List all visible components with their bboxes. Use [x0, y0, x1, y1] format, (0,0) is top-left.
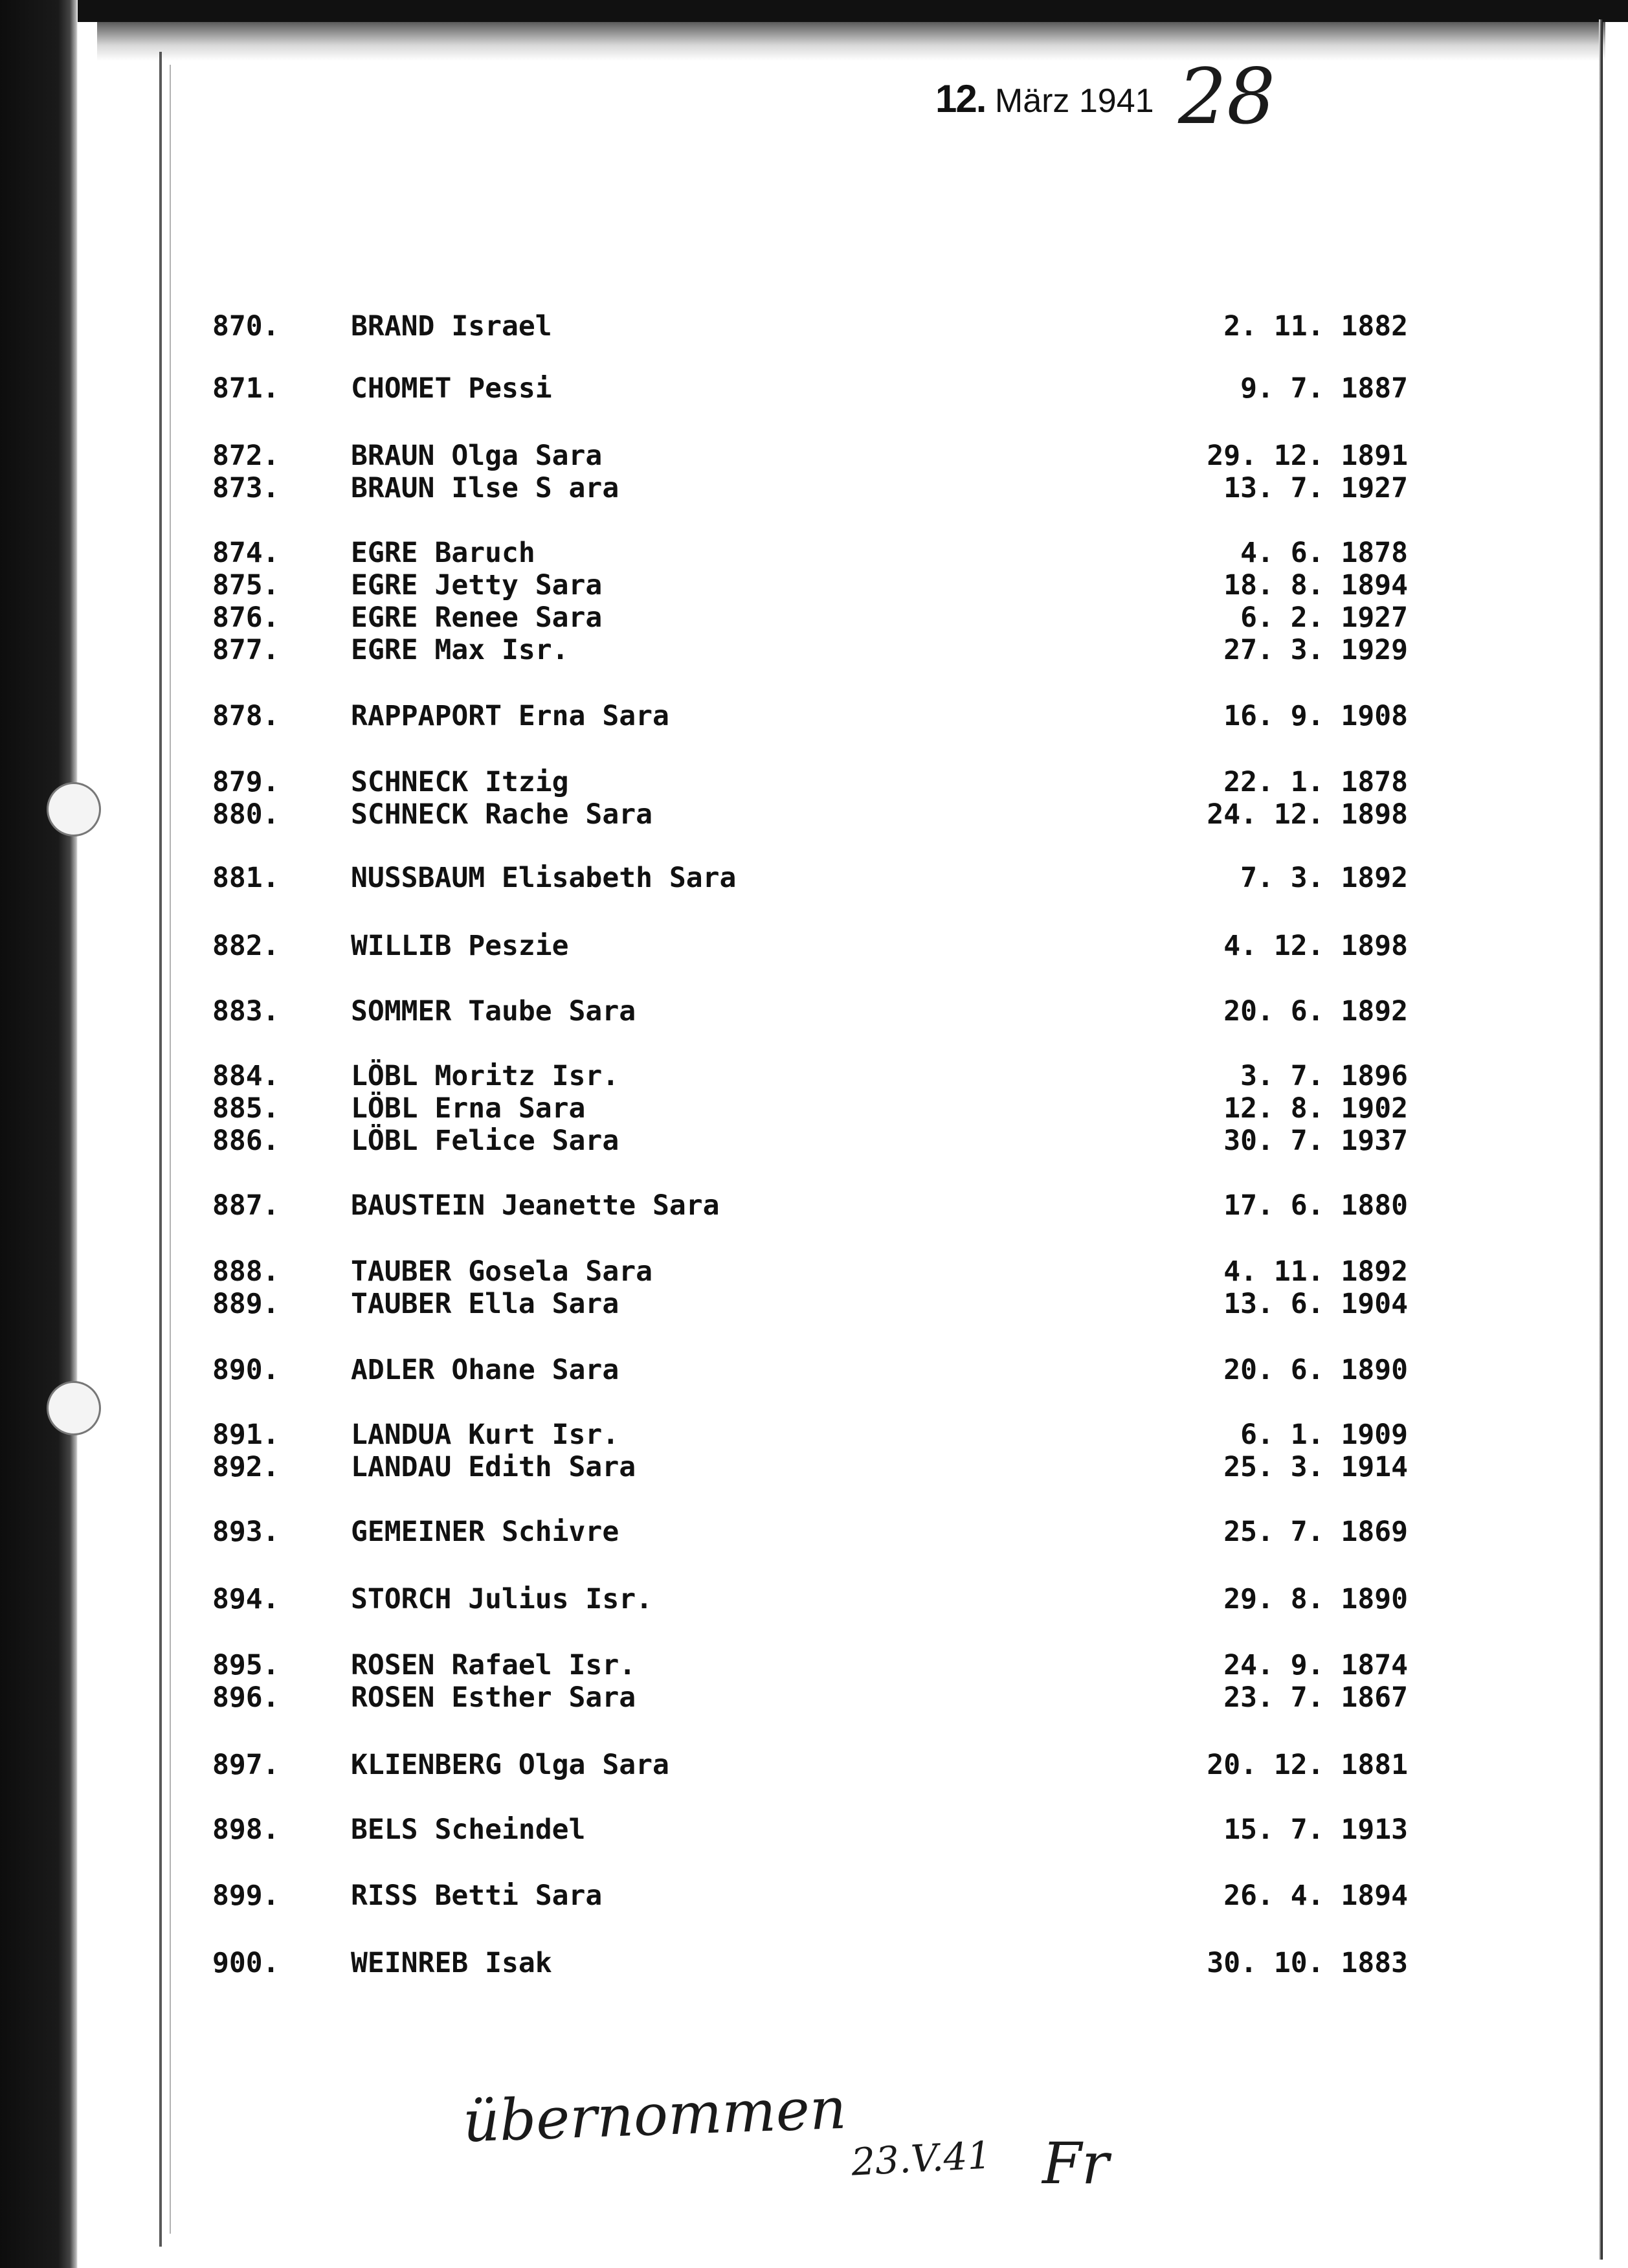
list-row [0, 372, 1628, 405]
entry-birthdate: 4. 11. 1892 [1223, 1255, 1408, 1288]
folio-number: 28 [1178, 52, 1276, 141]
entry-number: 875. [212, 569, 280, 601]
entry-birthdate: 24. 12. 1898 [1207, 798, 1408, 831]
entry-name: WILLIB Peszie [351, 930, 569, 962]
entry-name: TAUBER Gosela Sara [351, 1255, 652, 1288]
handwritten-initials: Fr [1042, 2130, 1109, 2197]
entry-name: LÖBL Felice Sara [351, 1125, 619, 1157]
entry-name: ROSEN Rafael Isr. [351, 1649, 636, 1681]
entry-name: NUSSBAUM Elisabeth Sara [351, 862, 737, 894]
list-row [0, 568, 1628, 602]
list-row [0, 1353, 1628, 1387]
entry-number: 872. [212, 440, 280, 472]
entry-birthdate: 12. 8. 1902 [1223, 1092, 1408, 1125]
entry-number: 894. [212, 1583, 280, 1615]
entry-number: 877. [212, 634, 280, 666]
entry-number: 882. [212, 930, 280, 962]
date-stamp-month-year: März 1941 [994, 82, 1154, 120]
entry-number: 900. [212, 1947, 280, 1979]
entry-name: EGRE Renee Sara [351, 601, 603, 634]
list-row [0, 1946, 1628, 1980]
entry-name: ADLER Ohane Sara [351, 1354, 619, 1386]
list-row [0, 929, 1628, 963]
entry-name: KLIENBERG Olga Sara [351, 1749, 669, 1781]
entry-birthdate: 20. 6. 1890 [1223, 1354, 1408, 1386]
entry-name: GEMEINER Schivre [351, 1516, 619, 1548]
date-stamp-day: 12. [935, 77, 986, 120]
entry-number: 881. [212, 862, 280, 894]
entry-name: ROSEN Esther Sara [351, 1681, 636, 1714]
list-row [0, 1582, 1628, 1616]
list-row [0, 1450, 1628, 1484]
entry-number: 871. [212, 372, 280, 405]
entry-number: 898. [212, 1813, 280, 1846]
entry-number: 891. [212, 1419, 280, 1451]
entry-number: 899. [212, 1880, 280, 1912]
scan-top-border [0, 0, 1628, 22]
list-row [0, 1748, 1628, 1782]
entry-birthdate: 6. 1. 1909 [1240, 1419, 1408, 1451]
scan-top-shadow [97, 22, 1605, 61]
entry-birthdate: 30. 10. 1883 [1207, 1947, 1408, 1979]
entry-birthdate: 30. 7. 1937 [1223, 1125, 1408, 1157]
list-row [0, 1681, 1628, 1714]
entry-name: STORCH Julius Isr. [351, 1583, 652, 1615]
entry-birthdate: 23. 7. 1867 [1223, 1681, 1408, 1714]
entry-name: EGRE Max Isr. [351, 634, 569, 666]
entry-name: LANDUA Kurt Isr. [351, 1419, 619, 1451]
entry-name: EGRE Jetty Sara [351, 569, 603, 601]
entry-number: 879. [212, 766, 280, 798]
entry-name: LÖBL Erna Sara [351, 1092, 586, 1125]
entry-number: 873. [212, 472, 280, 504]
entry-birthdate: 22. 1. 1878 [1223, 766, 1408, 798]
entry-number: 886. [212, 1125, 280, 1157]
list-row [0, 1813, 1628, 1847]
list-row [0, 765, 1628, 799]
entry-birthdate: 29. 8. 1890 [1223, 1583, 1408, 1615]
entry-birthdate: 3. 7. 1896 [1240, 1060, 1408, 1092]
entry-birthdate: 20. 6. 1892 [1223, 995, 1408, 1027]
list-row [0, 861, 1628, 895]
entry-birthdate: 7. 3. 1892 [1240, 862, 1408, 894]
list-row [0, 601, 1628, 634]
list-row [0, 1515, 1628, 1549]
entry-name: RAPPAPORT Erna Sara [351, 700, 669, 732]
list-row [0, 309, 1628, 343]
entry-birthdate: 6. 2. 1927 [1240, 601, 1408, 634]
list-row [0, 1124, 1628, 1158]
entry-number: 870. [212, 310, 280, 342]
entry-birthdate: 25. 3. 1914 [1223, 1451, 1408, 1483]
list-row [0, 1092, 1628, 1125]
list-row [0, 1255, 1628, 1288]
list-row [0, 439, 1628, 473]
list-row [0, 1418, 1628, 1452]
entry-birthdate: 17. 6. 1880 [1223, 1189, 1408, 1222]
entry-number: 884. [212, 1060, 280, 1092]
entry-number: 883. [212, 995, 280, 1027]
entry-birthdate: 20. 12. 1881 [1207, 1749, 1408, 1781]
entry-name: BRAND Israel [351, 310, 552, 342]
list-row [0, 798, 1628, 831]
entry-birthdate: 26. 4. 1894 [1223, 1880, 1408, 1912]
entry-number: 888. [212, 1255, 280, 1288]
handwritten-transfer-note: übernommen [462, 2074, 848, 2155]
entry-name: BRAUN Olga Sara [351, 440, 603, 472]
entry-name: TAUBER Ella Sara [351, 1288, 619, 1320]
list-row [0, 1287, 1628, 1321]
entry-birthdate: 24. 9. 1874 [1223, 1649, 1408, 1681]
list-row [0, 1059, 1628, 1093]
entry-birthdate: 15. 7. 1913 [1223, 1813, 1408, 1846]
list-row [0, 699, 1628, 733]
entry-number: 889. [212, 1288, 280, 1320]
entry-number: 885. [212, 1092, 280, 1125]
entry-number: 880. [212, 798, 280, 831]
list-row [0, 994, 1628, 1028]
entry-number: 876. [212, 601, 280, 634]
entry-number: 893. [212, 1516, 280, 1548]
entry-birthdate: 13. 7. 1927 [1223, 472, 1408, 504]
entry-birthdate: 29. 12. 1891 [1207, 440, 1408, 472]
date-stamp [935, 76, 1154, 121]
entry-name: RISS Betti Sara [351, 1880, 603, 1912]
list-row [0, 1189, 1628, 1222]
entry-birthdate: 9. 7. 1887 [1240, 372, 1408, 405]
entry-birthdate: 16. 9. 1908 [1223, 700, 1408, 732]
entry-name: LÖBL Moritz Isr. [351, 1060, 619, 1092]
list-row [0, 633, 1628, 667]
list-row [0, 471, 1628, 505]
entry-number: 896. [212, 1681, 280, 1714]
list-row [0, 536, 1628, 570]
entry-birthdate: 27. 3. 1929 [1223, 634, 1408, 666]
entry-name: SOMMER Taube Sara [351, 995, 636, 1027]
entry-name: WEINREB Isak [351, 1947, 552, 1979]
entry-number: 897. [212, 1749, 280, 1781]
entry-name: SCHNECK Rache Sara [351, 798, 652, 831]
entry-birthdate: 18. 8. 1894 [1223, 569, 1408, 601]
entry-number: 878. [212, 700, 280, 732]
entry-number: 874. [212, 537, 280, 569]
entry-birthdate: 2. 11. 1882 [1223, 310, 1408, 342]
list-row [0, 1648, 1628, 1682]
list-row [0, 1879, 1628, 1913]
entry-name: SCHNECK Itzig [351, 766, 569, 798]
entry-name: BRAUN Ilse S ara [351, 472, 619, 504]
entry-birthdate: 4. 12. 1898 [1223, 930, 1408, 962]
entry-birthdate: 25. 7. 1869 [1223, 1516, 1408, 1548]
handwritten-transfer-date: 23.V.41 [850, 2133, 992, 2184]
entry-number: 890. [212, 1354, 280, 1386]
entry-number: 887. [212, 1189, 280, 1222]
entry-name: BELS Scheindel [351, 1813, 586, 1846]
entry-name: CHOMET Pessi [351, 372, 552, 405]
entry-number: 895. [212, 1649, 280, 1681]
entry-number: 892. [212, 1451, 280, 1483]
entry-name: BAUSTEIN Jeanette Sara [351, 1189, 720, 1222]
entry-name: LANDAU Edith Sara [351, 1451, 636, 1483]
entry-name: EGRE Baruch [351, 537, 535, 569]
entry-birthdate: 13. 6. 1904 [1223, 1288, 1408, 1320]
entry-birthdate: 4. 6. 1878 [1240, 537, 1408, 569]
